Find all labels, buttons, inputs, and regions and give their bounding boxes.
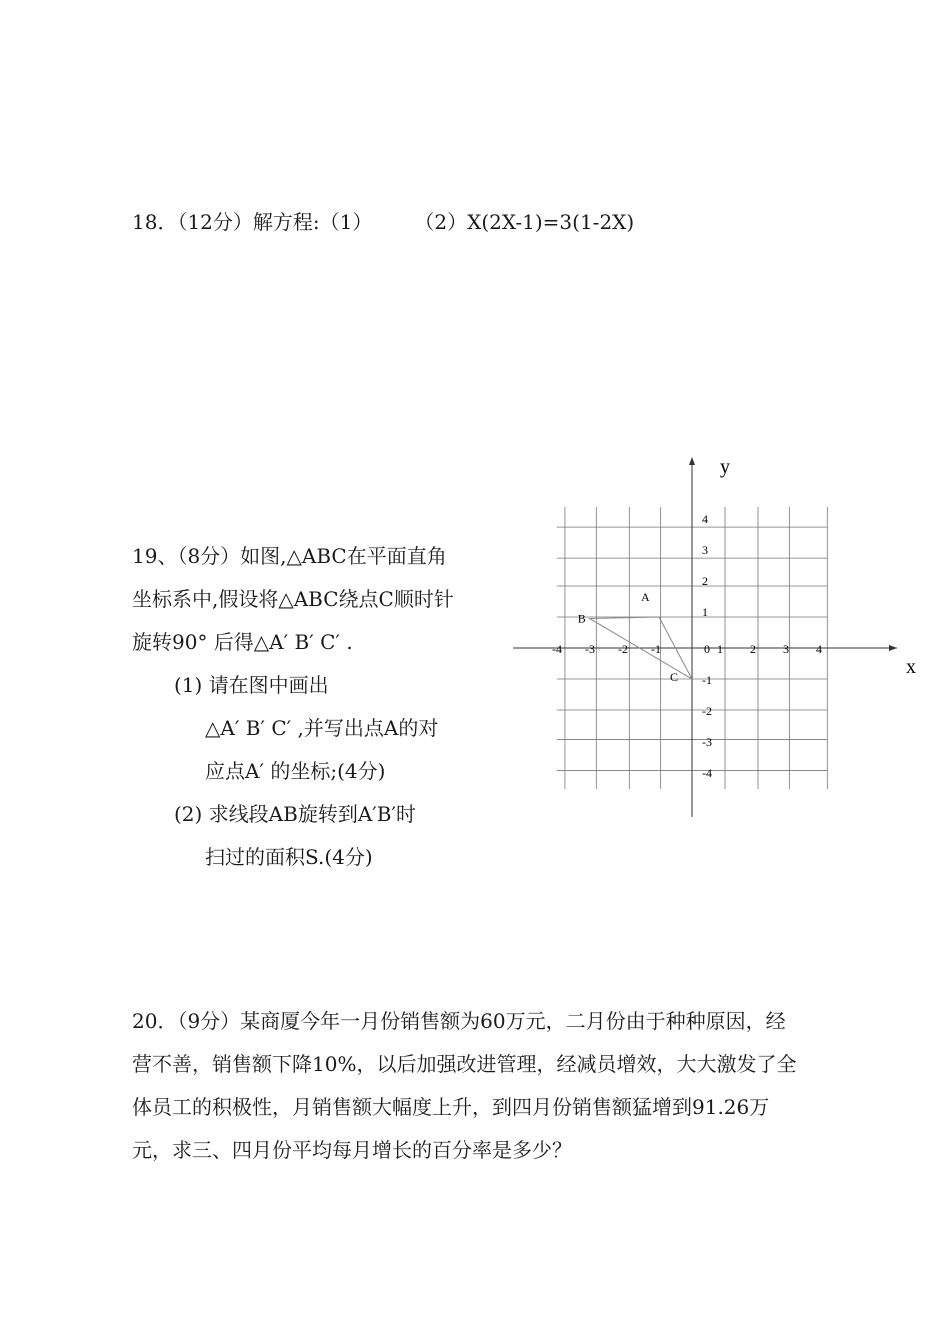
y-tick-label: -1	[702, 673, 712, 687]
x-tick-label: -4	[552, 642, 562, 656]
q19-line: 坐标系中,假设将△ABC绕点C顺时针	[132, 587, 454, 611]
axes	[513, 457, 897, 817]
q19-line: 旋转90° 后得△A′ B′ C′ .	[132, 630, 353, 654]
q19-line: △A′ B′ C′ ,并写出点A的对	[205, 716, 439, 740]
point-label-c: C	[670, 670, 679, 684]
y-axis-arrow	[689, 457, 695, 465]
y-tick-label: -2	[702, 704, 712, 718]
y-tick-label: -3	[702, 735, 712, 749]
q20-line: 体员工的积极性，月销售额大幅度上升，到四月份销售额猛增到91.26万	[132, 1095, 770, 1119]
q20-line: 营不善，销售额下降10%，以后加强改进管理，经减员增效，大大激发了全	[132, 1052, 797, 1076]
y-axis-label: y	[720, 456, 730, 478]
x-axis-label: x	[906, 656, 916, 678]
q19-line: 扫过的面积S.(4分)	[205, 845, 373, 869]
x-tick-label: 2	[750, 642, 756, 656]
x-tick-label: -3	[585, 642, 595, 656]
q19-line: 应点A′ 的坐标;(4分)	[205, 759, 386, 783]
origin-label: 0	[704, 642, 710, 656]
q20-line: 元，求三、四月份平均每月增长的百分率是多少？	[132, 1138, 572, 1162]
q19-line: 19、（8分）如图,△ABC在平面直角	[132, 544, 447, 568]
x-tick-label: -2	[618, 642, 628, 656]
question-18	[132, 206, 634, 235]
x-tick-label: 4	[816, 642, 822, 656]
y-tick-label: 1	[702, 605, 708, 619]
y-tick-label: 2	[702, 574, 708, 588]
q19-subquestion-1: (1) 请在图中画出	[174, 673, 329, 697]
x-tick-label: 1	[717, 642, 723, 656]
x-tick-label: -1	[651, 642, 661, 656]
y-tick-label: 3	[702, 543, 708, 557]
q20-line: 20．（9分）某商厦今年一月份销售额为60万元，二月份由于种种原因，经	[132, 1009, 786, 1033]
coordinate-figure	[505, 445, 925, 825]
q18-text: 18．（12分）解方程:（1）	[132, 210, 373, 234]
q18-part2: （2）X(2X-1)=3(1-2X)	[424, 210, 635, 234]
x-axis-arrow	[889, 645, 897, 651]
q19-subquestion-2: (2) 求线段AB旋转到A′B′时	[174, 802, 417, 826]
x-tick-label: 3	[783, 642, 789, 656]
y-tick-label: -4	[702, 766, 712, 780]
triangle-abc	[578, 590, 692, 684]
y-tick-label: 4	[702, 512, 708, 526]
point-label-a: A	[641, 590, 650, 604]
point-label-b: B	[577, 611, 586, 626]
